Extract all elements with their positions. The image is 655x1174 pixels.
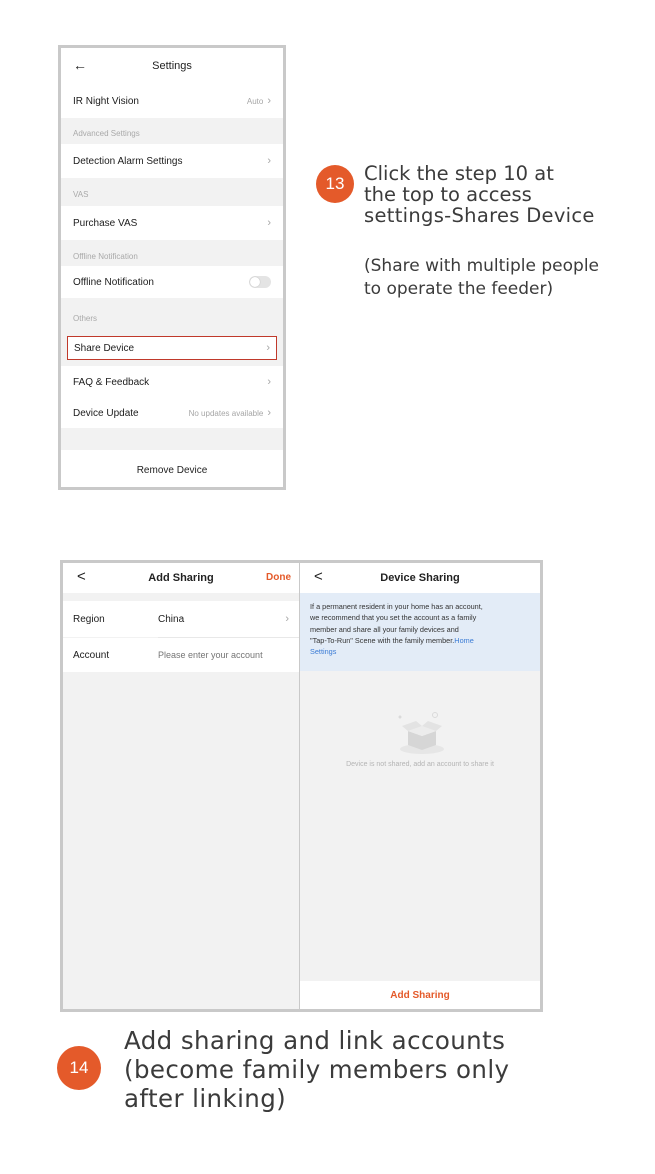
account-input[interactable]: [158, 650, 288, 660]
others-header: Others: [73, 314, 98, 323]
step-13-note-line: (Share with multiple people: [364, 256, 600, 276]
info-banner: [300, 593, 540, 671]
device-sharing-screen: [299, 560, 543, 1012]
add-sharing-title: Add Sharing: [148, 572, 214, 584]
empty-state-text: Device is not shared, add an account to share it: [346, 761, 494, 768]
step-13-line: settings-Shares Device: [364, 204, 595, 227]
ir-night-vision-value: Auto: [246, 96, 264, 106]
step-13-line: Click the step 10 at: [364, 162, 554, 185]
ir-night-vision-label: IR Night Vision: [73, 95, 139, 107]
offline-notification-label: Offline Notification: [73, 276, 154, 288]
step-13-badge: [316, 165, 354, 203]
step-14-badge: [57, 1046, 101, 1090]
add-sharing-button[interactable]: [300, 981, 540, 1009]
device-update-label: Device Update: [73, 407, 139, 419]
region-label: Region: [73, 613, 105, 625]
step-14-instructions: [124, 1026, 509, 1113]
share-device-label: Share Device: [74, 342, 135, 354]
chevron-right-icon: ›: [266, 342, 270, 354]
advanced-settings-header: Advanced Settings: [73, 129, 140, 138]
ir-night-vision-row[interactable]: [61, 84, 283, 118]
faq-feedback-row[interactable]: [61, 366, 283, 398]
chevron-right-icon: ›: [285, 613, 289, 625]
remove-device-button[interactable]: [61, 450, 283, 490]
done-button[interactable]: Done: [266, 572, 291, 583]
offline-notification-toggle[interactable]: [249, 276, 271, 288]
home-settings-link-cont[interactable]: Settings: [310, 647, 337, 657]
offline-notification-header: Offline Notification: [73, 252, 138, 261]
settings-screen: [58, 45, 286, 490]
device-sharing-header: [300, 563, 540, 593]
device-update-row[interactable]: [61, 398, 283, 428]
info-line: [310, 635, 530, 646]
step-14-number: 14: [69, 1058, 89, 1077]
page-title: Settings: [152, 60, 192, 72]
back-chevron-icon[interactable]: <: [77, 568, 86, 585]
add-sharing-button-label: Add Sharing: [390, 989, 450, 1001]
detection-alarm-row[interactable]: [61, 144, 283, 178]
add-sharing-screen: [60, 560, 300, 1012]
info-line: we recommend that you set the account as a family: [310, 613, 477, 623]
back-arrow-icon[interactable]: ←: [73, 57, 87, 73]
empty-box-icon: [392, 709, 452, 755]
step-14-line: (become family members only: [124, 1055, 510, 1084]
step-14-line: Add sharing and link accounts: [124, 1026, 506, 1055]
chevron-right-icon: ›: [267, 95, 271, 107]
remove-device-label: Remove Device: [136, 464, 208, 476]
add-sharing-header: [63, 563, 299, 593]
region-value: China: [158, 613, 185, 625]
share-device-row[interactable]: [67, 336, 277, 360]
purchase-vas-label: Purchase VAS: [73, 217, 138, 229]
account-row: [63, 638, 299, 672]
detection-alarm-label: Detection Alarm Settings: [73, 155, 183, 167]
vas-header: VAS: [73, 190, 89, 199]
device-update-value: No updates available: [188, 408, 264, 418]
home-settings-link[interactable]: Home: [454, 635, 474, 645]
chevron-right-icon: ›: [267, 376, 271, 388]
faq-feedback-label: FAQ & Feedback: [73, 376, 150, 388]
back-chevron-icon[interactable]: <: [314, 568, 323, 585]
device-sharing-title: Device Sharing: [380, 572, 460, 584]
step-13-note: [364, 255, 599, 301]
info-line: If a permanent resident in your home has an account,: [310, 602, 483, 611]
info-line: member and share all your family devices and: [310, 624, 459, 634]
chevron-right-icon: ›: [267, 407, 271, 419]
purchase-vas-row[interactable]: [61, 206, 283, 240]
step-13-number: 13: [325, 174, 345, 193]
chevron-right-icon: ›: [267, 217, 271, 229]
step-13-line: the top to access: [364, 183, 532, 206]
settings-header: [61, 48, 283, 84]
step-13-note-line: to operate the feeder): [364, 279, 554, 299]
step-14-line: after linking): [124, 1084, 287, 1113]
account-label: Account: [73, 649, 110, 661]
offline-notification-row: [61, 266, 283, 298]
step-13-instructions: [364, 163, 595, 226]
chevron-right-icon: ›: [267, 155, 271, 167]
region-row[interactable]: [63, 601, 299, 637]
info-line-text: "Tap-To-Run" Scene with the family member.: [310, 635, 455, 645]
